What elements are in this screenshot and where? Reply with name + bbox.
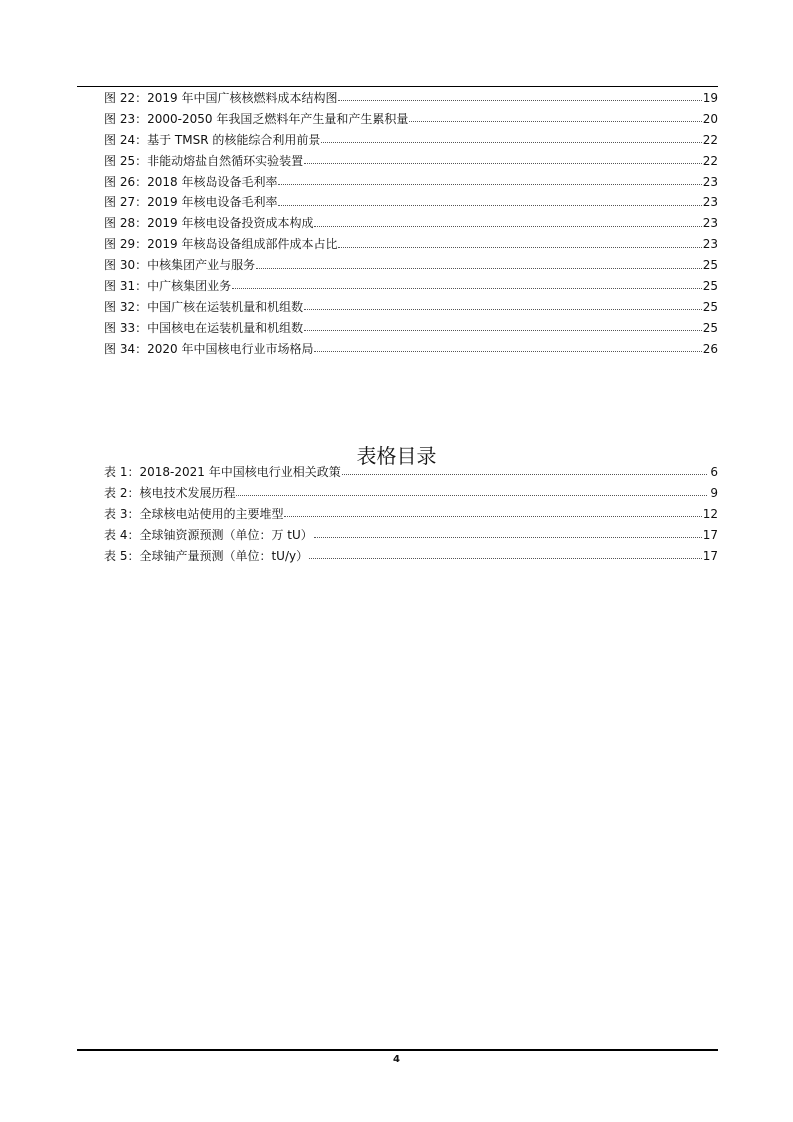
entry-title: 基于 TMSR 的核能综合利用前景 xyxy=(147,132,321,147)
dot-leader xyxy=(284,515,701,517)
entry-separator: ： xyxy=(135,341,148,356)
entry-label: 图 32 xyxy=(104,299,136,314)
entry-separator: ： xyxy=(127,548,140,563)
entry-page-number: 12 xyxy=(702,506,718,521)
entry-label: 图 23 xyxy=(104,111,136,126)
table-entry[interactable] xyxy=(104,546,718,567)
entry-page-number: 17 xyxy=(702,548,718,563)
entry-title: 2019 年核岛设备组成部件成本占比 xyxy=(147,237,338,252)
figure-entry[interactable] xyxy=(104,339,718,360)
table-entry[interactable] xyxy=(104,462,718,483)
entry-label: 图 27 xyxy=(104,195,136,210)
entry-separator: ： xyxy=(127,527,140,542)
entry-page-number: 22 xyxy=(702,132,718,147)
entry-title: 中国核电在运装机量和机组数 xyxy=(147,320,304,335)
figure-list xyxy=(104,88,718,360)
entry-label: 图 28 xyxy=(104,216,136,231)
entry-page-number: 19 xyxy=(702,91,718,105)
dot-leader xyxy=(304,162,702,164)
entry-title: 2020 年中国核电行业市场格局 xyxy=(147,341,314,356)
dot-leader xyxy=(321,141,701,143)
entry-label: 图 34 xyxy=(104,341,136,356)
entry-page-number: 25 xyxy=(702,320,718,335)
entry-label: 表 4 xyxy=(104,527,128,542)
entry-page-number: 25 xyxy=(702,299,718,314)
table-entry[interactable] xyxy=(104,504,718,525)
entry-title: 中广核集团业务 xyxy=(147,279,232,294)
entry-separator: ： xyxy=(135,320,148,335)
dot-leader xyxy=(304,329,702,331)
entry-separator: ： xyxy=(135,279,148,294)
figure-entry[interactable] xyxy=(104,130,718,151)
entry-page-number: 25 xyxy=(702,279,718,294)
entry-label: 表 3 xyxy=(104,506,128,521)
entry-separator: ： xyxy=(135,132,148,147)
entry-separator: ： xyxy=(135,216,148,231)
entry-label: 图 31 xyxy=(104,279,136,294)
dot-leader xyxy=(338,246,701,248)
dot-leader xyxy=(409,120,701,122)
dot-leader xyxy=(338,99,701,101)
entry-title: 2019 年核电设备毛利率 xyxy=(147,195,278,210)
table-list xyxy=(104,462,718,566)
entry-title: 非能动熔盐自然循环实验装置 xyxy=(147,153,304,168)
entry-page-number: 20 xyxy=(702,111,718,126)
entry-title: 中国广核在运装机量和机组数 xyxy=(147,299,304,314)
entry-separator: ： xyxy=(127,485,140,500)
entry-page-number: 23 xyxy=(702,216,718,231)
entry-title: 2000-2050 年我国乏燃料年产生量和产生累积量 xyxy=(147,111,409,126)
entry-label: 图 29 xyxy=(104,237,136,252)
entry-separator: ： xyxy=(135,258,148,273)
dot-leader xyxy=(314,225,701,227)
entry-title: 中核集团产业与服务 xyxy=(147,258,256,273)
figure-entry[interactable] xyxy=(104,88,718,109)
figure-entry[interactable] xyxy=(104,297,718,318)
entry-label: 表 5 xyxy=(104,548,128,563)
dot-leader xyxy=(342,473,707,475)
dot-leader xyxy=(236,494,707,496)
figure-entry[interactable] xyxy=(104,213,718,234)
entry-separator: ： xyxy=(135,111,148,126)
dot-leader xyxy=(314,350,701,352)
tables-heading: 表格目录 xyxy=(356,443,437,468)
entry-label: 表 2 xyxy=(104,485,128,500)
entry-page-number: 9 xyxy=(710,485,718,500)
entry-separator: ： xyxy=(135,153,148,168)
figure-entry[interactable] xyxy=(104,234,718,255)
entry-separator: ： xyxy=(135,237,148,252)
entry-label: 图 30 xyxy=(104,258,136,273)
figure-entry[interactable] xyxy=(104,318,718,339)
entry-label: 表 1 xyxy=(104,465,128,479)
entry-title: 核电技术发展历程 xyxy=(139,485,236,500)
entry-label: 图 25 xyxy=(104,153,136,168)
figure-entry[interactable] xyxy=(104,109,718,130)
entry-label: 图 26 xyxy=(104,174,136,189)
page-number: 4 xyxy=(393,1054,400,1065)
figure-entry[interactable] xyxy=(104,172,718,193)
entry-title: 全球核电站使用的主要堆型 xyxy=(139,506,284,521)
entry-title: 2018-2021 年中国核电行业相关政策 xyxy=(139,465,341,479)
dot-leader xyxy=(304,308,702,310)
dot-leader xyxy=(314,536,702,538)
entry-separator: ： xyxy=(135,174,148,189)
figure-entry[interactable] xyxy=(104,192,718,213)
entry-title: 2018 年核岛设备毛利率 xyxy=(147,174,278,189)
entry-page-number: 22 xyxy=(702,153,718,168)
dot-leader xyxy=(256,267,702,269)
table-entry[interactable] xyxy=(104,483,718,504)
entry-page-number: 23 xyxy=(702,237,718,252)
entry-page-number: 23 xyxy=(702,174,718,189)
dot-leader xyxy=(278,183,701,185)
entry-title: 2019 年中国广核核燃料成本结构图 xyxy=(147,91,338,105)
entry-separator: ： xyxy=(135,299,148,314)
table-entry[interactable] xyxy=(104,525,718,546)
entry-separator: ： xyxy=(127,465,140,479)
figure-entry[interactable] xyxy=(104,276,718,297)
entry-label: 图 24 xyxy=(104,132,136,147)
entry-page-number: 26 xyxy=(702,341,718,356)
dot-leader xyxy=(309,557,702,559)
entry-title: 全球铀资源预测（单位：万 tU） xyxy=(139,527,313,542)
header-rule xyxy=(77,86,718,87)
footer-rule xyxy=(77,1049,718,1051)
figure-entry[interactable] xyxy=(104,151,718,172)
entry-separator: ： xyxy=(135,195,148,210)
entry-label: 图 22 xyxy=(104,91,136,105)
entry-separator: ： xyxy=(127,506,140,521)
entry-page-number: 23 xyxy=(702,195,718,210)
entry-title: 全球铀产量预测（单位：tU/y） xyxy=(139,548,309,563)
dot-leader xyxy=(278,204,701,206)
entry-page-number: 6 xyxy=(710,465,718,479)
entry-title: 2019 年核电设备投资成本构成 xyxy=(147,216,314,231)
entry-label: 图 33 xyxy=(104,320,136,335)
figure-entry[interactable] xyxy=(104,255,718,276)
entry-page-number: 17 xyxy=(702,527,718,542)
entry-separator: ： xyxy=(135,91,148,105)
dot-leader xyxy=(232,287,702,289)
entry-page-number: 25 xyxy=(702,258,718,273)
